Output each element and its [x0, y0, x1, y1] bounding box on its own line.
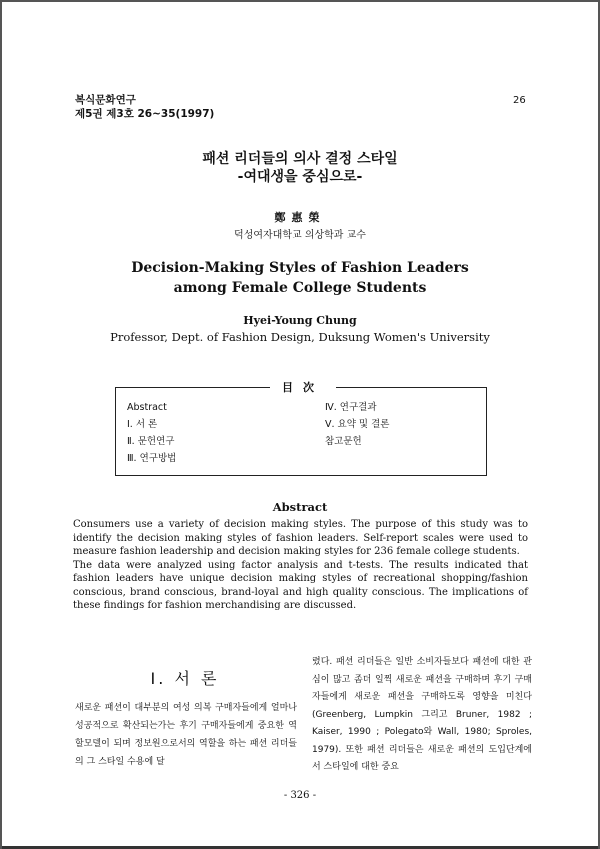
toc-item: Ⅰ. 서 론	[127, 419, 158, 430]
english-title-line2: among Female College Students	[173, 280, 427, 296]
abstract-heading: Abstract	[272, 500, 328, 514]
toc-item: Abstract	[127, 402, 167, 413]
body-column-left	[75, 699, 297, 771]
body-paragraph: 새로운 패션이 대부분의 여성 의복 구매자들에게 얼마나 성공적으로 확산되는가는 후기 구매자들에게 중요한 역할모델이 되며 정보원으로서의 역할을 하는 패션 리더들의 그 스타일 수용에 달	[75, 703, 297, 767]
journal-name: 복식문화연구	[75, 94, 136, 106]
korean-title-main: 패션 리더들의 의사 결정 스타일	[202, 151, 398, 167]
english-affiliation: Professor, Dept. of Fashion Design, Duksung Women's University	[110, 330, 490, 344]
footer-page-number: - 326 -	[283, 790, 317, 801]
section-heading-introduction: Ⅰ. 서 론	[150, 669, 220, 688]
toc-item: Ⅱ. 문헌연구	[127, 436, 175, 447]
toc-item: Ⅲ. 연구방법	[127, 453, 177, 464]
korean-affiliation: 덕성여자대학교 의상학과 교수	[234, 230, 366, 241]
toc-item: Ⅴ. 요약 및 결론	[325, 419, 390, 430]
body-column-right	[312, 654, 532, 777]
toc-heading: 目次	[270, 379, 336, 395]
abstract-paragraph: Consumers use a variety of decision making styles. The purpose of this study was to identify the decision making styles of fashion leaders. Self-report scales were used to measure fashion leadership and decision making styles for 236 female college students.	[73, 519, 528, 557]
body-paragraph: 렸다. 패션 리더들은 일반 소비자들보다 패션에 대한 관심이 많고 좀더 일찍 새로운 패션을 구매하며 후기 구매자들에게 새로운 패션을 구매하도록 영향을 미친다(Greenberg, Lumpkin 그리고 Bruner, 1982 ; Kaiser, 1990 ; Polegato와 Wall, 1980; Sproles, 1979). 또한 패션 리더들은 새로운 패션의 도입단계에서 스타일에 대한 중요	[312, 657, 532, 772]
toc-item: 참고문헌	[325, 436, 362, 447]
english-title	[0, 258, 600, 298]
journal-info	[75, 93, 214, 121]
toc-right-column	[325, 399, 389, 450]
scan-edge-left	[0, 0, 2, 849]
korean-title	[0, 150, 600, 186]
abstract-body	[73, 518, 528, 613]
korean-title-sub: -여대생을 중심으로-	[237, 169, 363, 185]
english-author: Hyei-Young Chung	[243, 314, 357, 327]
english-title-line1: Decision-Making Styles of Fashion Leaders	[131, 260, 469, 276]
page-number: 26	[513, 95, 526, 106]
journal-volume: 제5권 제3호 26~35(1997)	[75, 108, 215, 120]
korean-author: 鄭惠榮	[274, 211, 326, 224]
toc-item: Ⅳ. 연구결과	[325, 402, 377, 413]
toc-left-column	[127, 399, 176, 467]
abstract-paragraph: The data were analyzed using factor analysis and t-tests. The results indicated that fashion leaders have unique decision making styles of recreational shopping/fashion conscious, brand conscious, brand-loyal and high quality conscious. The implications of these findings for fashion merchandising are discussed.	[73, 559, 528, 611]
scan-edge-top	[0, 0, 600, 2]
